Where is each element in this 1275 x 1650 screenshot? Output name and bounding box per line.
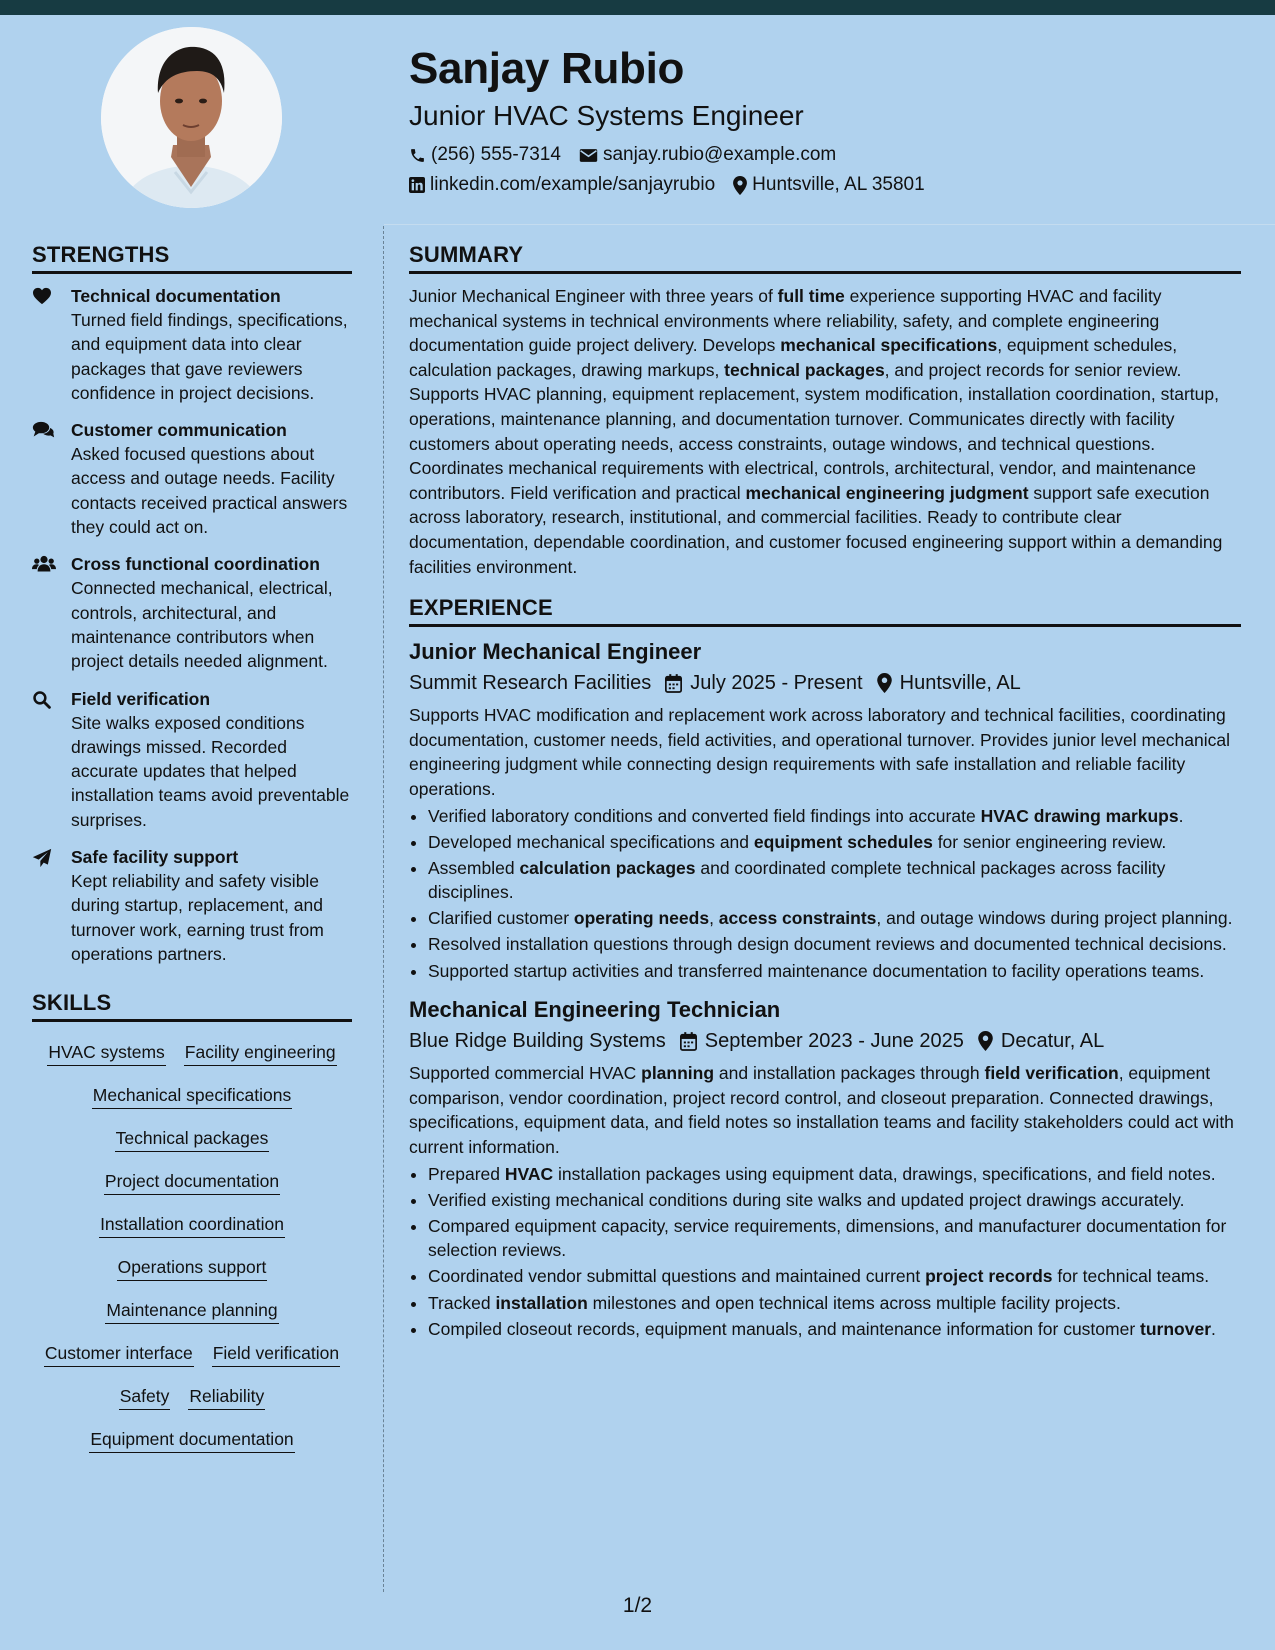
strength-item bbox=[32, 418, 352, 539]
right-column bbox=[409, 240, 1241, 1343]
job-bullet: • Assembled calculation packages and coordinated complete technical packages across facility disciplines. bbox=[428, 856, 1241, 905]
skill-tag: Customer interface bbox=[44, 1341, 194, 1367]
skill-tag: Field verification bbox=[212, 1341, 340, 1367]
job-meta bbox=[409, 667, 1241, 699]
job-bullet: • Tracked installation milestones and open technical items across multiple facility projects. bbox=[428, 1291, 1241, 1316]
map-pin-icon bbox=[733, 176, 747, 195]
contact-row-1 bbox=[409, 140, 1239, 170]
job-entry bbox=[409, 637, 1241, 983]
job-bullet: • Verified laboratory conditions and converted field findings into accurate HVAC drawing markups. bbox=[428, 804, 1241, 829]
email-text: sanjay.rubio@example.com bbox=[602, 144, 837, 165]
job-bullet: • Coordinated vendor submittal questions and maintained current project records for technical teams. bbox=[428, 1264, 1241, 1289]
linkedin-text: linkedin.com/example/sanjayrubio bbox=[430, 174, 716, 195]
job-bullet: • Prepared HVAC installation packages using equipment data, drawings, specifications, and field notes. bbox=[428, 1162, 1241, 1187]
job-bullet: • Compiled closeout records, equipment manuals, and maintenance information for customer turnover. bbox=[428, 1317, 1241, 1342]
job-company: Blue Ridge Building Systems bbox=[409, 1030, 666, 1053]
strength-title: Safe facility support bbox=[71, 847, 239, 868]
job-bullet: • Supported startup activities and transferred maintenance documentation to facility operations teams. bbox=[428, 959, 1241, 984]
job-bullet: • Compared equipment capacity, service requirements, dimensions, and manufacturer documentation for selection reviews. bbox=[428, 1214, 1241, 1263]
contact-row-2 bbox=[409, 170, 1239, 200]
contact-phone[interactable] bbox=[409, 140, 561, 170]
skill-tag: Reliability bbox=[188, 1384, 265, 1410]
comments-icon bbox=[32, 421, 55, 439]
profile-photo bbox=[101, 27, 282, 208]
job-bullets bbox=[409, 804, 1241, 984]
strength-title: Customer communication bbox=[71, 420, 287, 441]
skill-tag: Project documentation bbox=[104, 1169, 280, 1195]
job-bullet: • Clarified customer operating needs, access constraints, and outage windows during project planning. bbox=[428, 906, 1241, 931]
job-bullet: • Developed mechanical specifications and equipment schedules for senior engineering review. bbox=[428, 830, 1241, 855]
skill-tag: Facility engineering bbox=[184, 1040, 337, 1066]
linkedin-icon bbox=[409, 177, 425, 193]
strength-desc: Kept reliability and safety visible during startup, replacement, and turnover work, earning trust from operations partners. bbox=[71, 871, 324, 964]
strength-title: Technical documentation bbox=[71, 286, 281, 306]
job-description: Supported commercial HVAC planning and installation packages through field verification, equipment comparison, vendor coordination, project record control, and closeout preparation. Connected drawings, specifications, equipment data, and field notes so installation teams and facility stakeholders could act with current information. bbox=[409, 1063, 1234, 1157]
calendar-icon bbox=[680, 1032, 697, 1051]
location-text: Huntsville, AL 35801 bbox=[752, 174, 925, 195]
contact-location bbox=[733, 170, 925, 200]
heart-icon bbox=[32, 287, 52, 305]
map-pin-icon bbox=[877, 673, 892, 693]
job-role: Mechanical Engineering Technician bbox=[409, 997, 781, 1023]
skill-tag: Technical packages bbox=[115, 1126, 270, 1152]
left-column bbox=[32, 240, 352, 1453]
skills-list bbox=[32, 1040, 352, 1453]
search-icon bbox=[32, 690, 51, 709]
strengths-heading: STRENGTHS bbox=[32, 240, 352, 274]
strength-item bbox=[32, 845, 352, 966]
phone-text: (256) 555-7314 bbox=[431, 144, 561, 165]
column-divider bbox=[383, 226, 384, 1592]
job-meta bbox=[409, 1025, 1241, 1057]
top-accent-bar bbox=[0, 0, 1275, 15]
resume-header bbox=[409, 40, 1239, 200]
skill-tag: Mechanical specifications bbox=[92, 1083, 292, 1109]
calendar-icon bbox=[665, 674, 682, 693]
phone-icon bbox=[409, 147, 426, 164]
header-divider bbox=[384, 224, 1275, 225]
summary-heading: SUMMARY bbox=[409, 240, 1241, 274]
strength-item bbox=[32, 284, 352, 405]
job-company: Summit Research Facilities bbox=[409, 672, 652, 695]
job-bullet: • Verified existing mechanical conditions during site walks and updated project drawings accurately. bbox=[428, 1188, 1241, 1213]
paper-plane-icon bbox=[32, 848, 52, 868]
job-bullet: • Resolved installation questions through design document reviews and documented technical decisions. bbox=[428, 932, 1241, 957]
contact-email[interactable] bbox=[579, 140, 836, 170]
skill-tag: Maintenance planning bbox=[105, 1298, 278, 1324]
experience-heading: EXPERIENCE bbox=[409, 593, 1241, 627]
strength-desc: Site walks exposed conditions drawings missed. Recorded accurate updates that helped installation teams avoid preventable surprises. bbox=[71, 712, 350, 830]
job-dates: July 2025 - Present bbox=[690, 672, 863, 695]
job-role: Junior Mechanical Engineer bbox=[409, 639, 702, 665]
skill-tag: Installation coordination bbox=[99, 1212, 285, 1238]
strength-title: Field verification bbox=[71, 688, 211, 709]
strength-desc: Asked focused questions about access and outage needs. Facility contacts received practical answers they could act on. bbox=[71, 444, 348, 538]
job-entry bbox=[409, 995, 1241, 1341]
skills-heading: SKILLS bbox=[32, 988, 352, 1022]
summary-text: Junior Mechanical Engineer with three years of full time experience supporting HVAC and facility mechanical systems in technical environments where reliability, safety, and complete engineering documentation guide project delivery. Develops mechanical specifications, equipment schedules, calculation packages, drawing markups, technical packages, and project records for senior review. Supports HVAC planning, equipment replacement, system modification, installation coordination, startup, operations, maintenance planning, and documentation turnover. Communicates directly with facility customers about operating needs, access constraints, outage windows, and technical questions. Coordinates mechanical requirements with electrical, controls, architectural, vendor, and maintenance contributors. Field verification and practical mechanical engineering judgment support safe execution across laboratory, research, institutional, and commercial facilities. Ready to contribute clear documentation, dependable coordination, and customer focused engineering support within a demanding facilities environment. bbox=[409, 286, 1223, 577]
job-dates: September 2023 - June 2025 bbox=[704, 1030, 964, 1053]
strength-desc: Connected mechanical, electrical, controls, architectural, and maintenance contributors when project details needed alignment. bbox=[71, 578, 333, 672]
job-location: Huntsville, AL bbox=[899, 672, 1021, 695]
map-pin-icon bbox=[978, 1031, 993, 1051]
job-bullets bbox=[409, 1162, 1241, 1342]
job-location: Decatur, AL bbox=[1000, 1030, 1105, 1053]
candidate-title: Junior HVAC Systems Engineer bbox=[409, 100, 804, 131]
skill-tag: HVAC systems bbox=[47, 1040, 165, 1066]
skill-tag: Operations support bbox=[117, 1255, 268, 1281]
page-number: 1/2 bbox=[622, 1594, 653, 1617]
users-icon bbox=[32, 555, 56, 572]
strength-title: Cross functional coordination bbox=[71, 554, 320, 575]
skill-tag: Equipment documentation bbox=[89, 1427, 294, 1453]
job-description: Supports HVAC modification and replacement work across laboratory and technical facilities, coordinating documentation, customer needs, field activities, and operational turnover. Provides junior level mechanical engineering judgment while connecting design requirements with safe installation and reliable facility operations. bbox=[409, 705, 1231, 799]
candidate-name: Sanjay Rubio bbox=[409, 44, 685, 93]
strength-item bbox=[32, 552, 352, 673]
strength-item bbox=[32, 687, 352, 832]
envelope-icon bbox=[579, 148, 598, 163]
skill-tag: Safety bbox=[119, 1384, 171, 1410]
strength-desc: Turned field findings, specifications, and equipment data into clear packages that gave reviewers confidence in project decisions. bbox=[71, 310, 348, 403]
contact-linkedin[interactable] bbox=[409, 170, 715, 200]
